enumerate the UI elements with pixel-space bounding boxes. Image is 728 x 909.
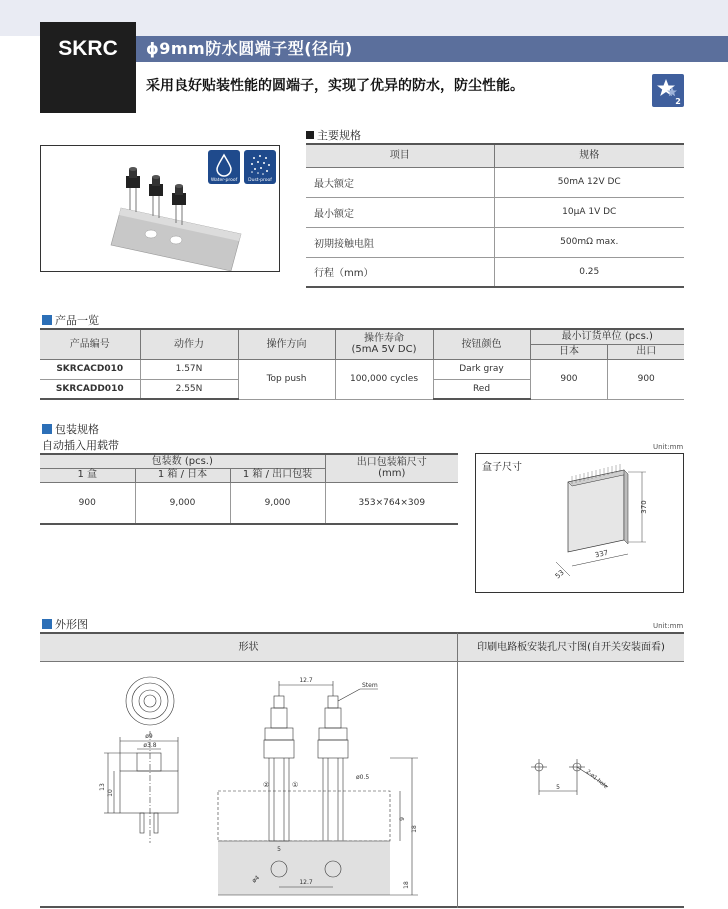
- box-width-label: 337: [594, 548, 609, 560]
- subtitle: 采用良好贴装性能的圆端子，实现了优异的防水，防尘性能。: [146, 78, 524, 94]
- table-row: 最小额定 10μA 1V DC: [306, 197, 684, 227]
- packaging-table: 包装数 (pcs.) 出口包装箱尺寸 (mm) 1 盒 1 箱 / 日本 1 箱 / 出口包装 900 9,000 9,000 353×764×309: [40, 453, 458, 525]
- box-size-label: 盒子尺寸: [482, 462, 522, 473]
- waterproof-icon: [208, 150, 240, 184]
- box-depth-label: 53: [553, 568, 566, 581]
- box-drawing: [476, 454, 683, 592]
- square-bullet-icon: [306, 131, 314, 139]
- box-height-label: 370: [640, 500, 648, 514]
- badge-number: 2: [675, 97, 681, 106]
- switch-2-icon: [149, 175, 163, 218]
- dim-dia38: ø3.8: [143, 742, 157, 749]
- table-row: 900 9,000 9,000 353×764×309: [40, 482, 458, 524]
- specs-col-item: 项目: [306, 144, 494, 167]
- pcb-hole-label: 2-ø1 hole: [584, 768, 609, 791]
- pcb-header: 印刷电路板安装孔尺寸图 (自开关安装面看): [457, 632, 684, 662]
- dim-h18-bottom: 18: [403, 881, 410, 889]
- pin-2-label: ②: [263, 781, 270, 789]
- dim-dia4: ø4: [250, 874, 262, 885]
- dim-h13: 13: [99, 783, 106, 791]
- shape-drawing: [40, 663, 457, 906]
- pcb-dim-w5: 5: [556, 784, 560, 791]
- dim-h10: 10: [107, 789, 114, 797]
- dim-h18-right: 18: [411, 825, 418, 833]
- outline-unit-note: Unit:mm: [653, 622, 684, 630]
- products-table: 产品编号 动作力 操作方向 操作寿命 (5mA 5V DC) 按钮颜色 最小订货单位 (pcs.) 日本 出口 SKRCACD010 1.57N Top push 100,000 cycles Dark gray 900 900 SKRCADD010 2.55N Red: [40, 328, 684, 400]
- packaging-unit-note: Unit:mm: [653, 443, 684, 451]
- svg-text:Dust-proof: Dust-proof: [248, 178, 272, 183]
- dim-dia05: ø0.5: [356, 774, 370, 781]
- product-photo-box: [40, 145, 280, 272]
- dim-w5: 5: [277, 846, 281, 853]
- box-size-panel: [475, 453, 684, 593]
- switch-3-icon: [172, 184, 186, 225]
- table-row: SKRCADD010 2.55N Red: [40, 379, 684, 399]
- table-row: 行程（mm） 0.25: [306, 257, 684, 287]
- series-code: SKRC: [58, 37, 118, 60]
- table-row: 初期接触电阻 500mΩ max.: [306, 227, 684, 257]
- square-bullet-icon: [42, 315, 52, 325]
- product-photo: [41, 146, 279, 271]
- dim-h9: 9: [399, 817, 406, 821]
- packaging-subtitle: 自动插入用载带: [42, 439, 119, 452]
- specs-col-spec: 规格: [494, 144, 684, 167]
- shape-header: 形状: [40, 632, 457, 662]
- dim-dia9: ø9: [145, 733, 153, 740]
- dim-pitch-bottom: 12.7: [299, 879, 313, 886]
- square-bullet-icon: [42, 619, 52, 629]
- products-section-title: 产品一览: [42, 312, 99, 328]
- svg-text:Water-proof: Water-proof: [210, 178, 238, 183]
- table-row: SKRCACD010 1.57N Top push 100,000 cycles Dark gray 900 900: [40, 359, 684, 379]
- star-rating-badge-icon: [652, 74, 684, 107]
- outline-section-title: 外形图: [42, 616, 88, 632]
- dim-pitch-top: 12.7: [299, 677, 313, 684]
- pin-1-label: ①: [292, 781, 299, 789]
- packaging-section-title: 包装规格: [42, 421, 99, 437]
- outline-frame: [40, 632, 684, 908]
- square-bullet-icon: [42, 424, 52, 434]
- series-title: ϕ9mm防水圆端子型(径向): [146, 39, 353, 58]
- specs-table: [306, 143, 684, 288]
- stem-label: Stem: [362, 682, 378, 689]
- switch-1-icon: [126, 167, 140, 212]
- table-row: 最大额定 50mA 12V DC: [306, 167, 684, 197]
- header-bar: [40, 36, 728, 62]
- dustproof-icon: [244, 150, 276, 184]
- specs-section-title: 主要规格: [306, 127, 361, 143]
- pcb-hole-drawing: [458, 663, 684, 906]
